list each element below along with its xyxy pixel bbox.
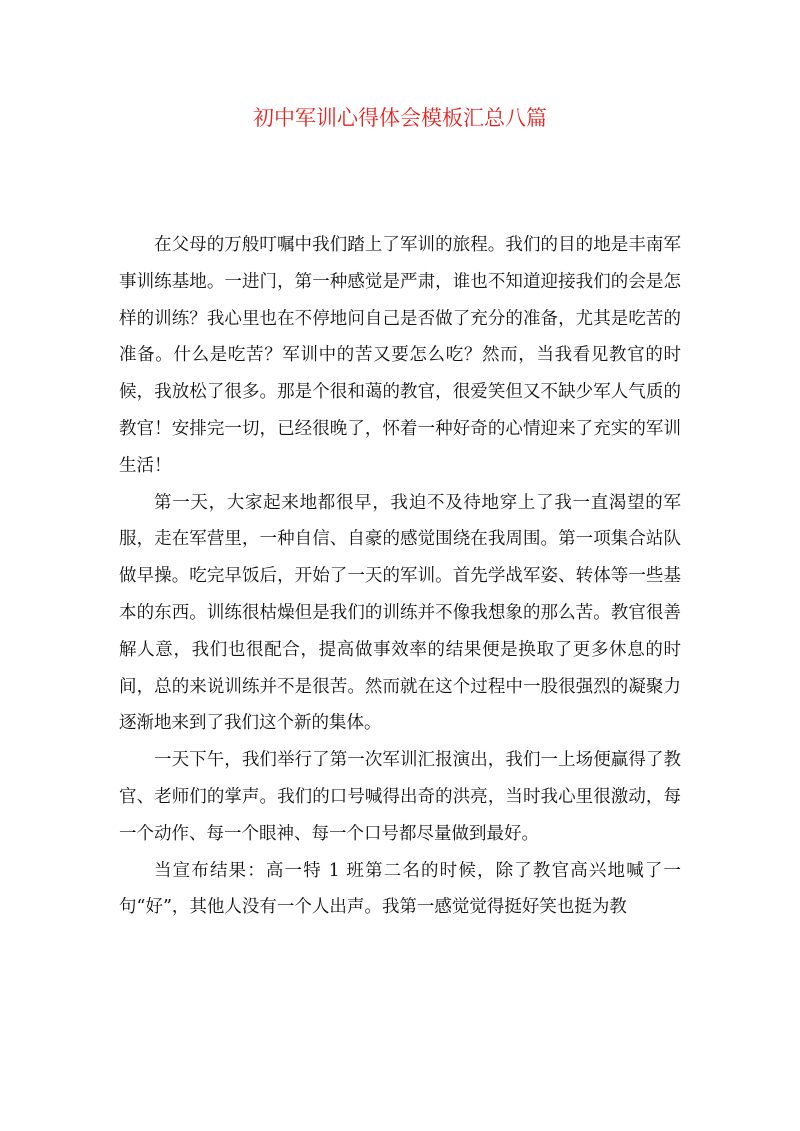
paragraph: 第一天，大家起来地都很早，我迫不及待地穿上了我一直渴望的军服，走在军营里，一种自信、自豪的感觉围绕在我周围。第一项集合站队做早操。吃完早饭后，开始了一天的军训。首先学战军姿、转体等一些基本的东西。训练很枯燥但是我们的训练并不像我想象的那么苦。教官很善解人意，我们也很配合，提高做事效率的结果便是换取了更多休息的时间，总的来说训练并不是很苦。然而就在这个过程中一股很强烈的凝聚力逐渐地来到了我们这个新的集体。 [119,492,681,734]
document-title: 初中军训心得体会模板汇总八篇 [253,106,547,130]
paragraph: 一天下午，我们举行了第一次军训汇报演出，我们一上场便赢得了教官、老师们的掌声。我们的口号喊得出奇的洪亮，当时我心里很激动，每一个动作、每一个眼神、每一个口号都尽量做到最好。 [119,750,681,844]
paragraph: 在父母的万般叮嘱中我们踏上了军训的旅程。我们的目的地是丰南军事训练基地。一进门，第一种感觉是严肃，谁也不知道迎接我们的会是怎样的训练？我心里也在不停地问自己是否做了充分的准备，尤其是吃苦的准备。什么是吃苦？军训中的苦又要怎么吃？然而，当我看见教官的时候，我放松了很多。那是个很和蔼的教官，很爱笑但又不缺少军人气质的教官！安排完一切，已经很晚了，怀着一种好奇的心情迎来了充实的军训生活！ [119,235,681,476]
document-body [119,227,681,926]
paragraph: 当宣布结果：高一特 1 班第二名的时候，除了教官高兴地喊了一句“好”，其他人没有一个人出声。我第一感觉觉得挺好笑也挺为教 [119,860,681,918]
